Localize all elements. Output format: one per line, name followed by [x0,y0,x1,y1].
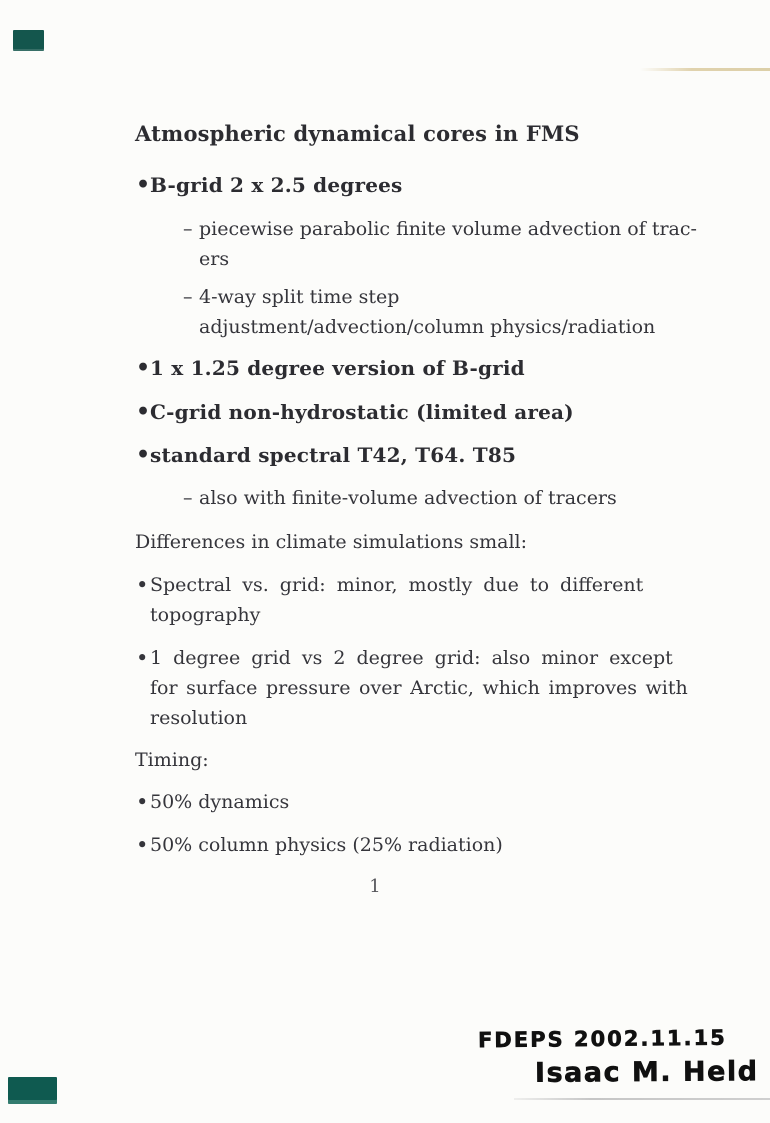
bullet-text-line: Spectral vs. grid: minor, mostly due to different [150,574,644,596]
bullet-icon: • [136,790,149,814]
handwritten-author-name: Isaac M. Held [534,1056,759,1089]
bullet-text: 50% dynamics [150,791,290,813]
dash-icon: – [183,487,193,509]
bullet-text: standard spectral T42, T64. T85 [150,443,517,467]
bullet-icon: • [136,833,149,857]
scan-streak-top-right [640,68,770,71]
slide-content [135,120,697,860]
paragraph-text: Differences in climate simulations small: [135,531,528,553]
paragraph-timing [135,745,667,775]
bullet-icon: • [136,646,149,670]
bullet-text-line: resolution [150,707,248,729]
bullet-icon: • [136,442,151,468]
dash-icon: – [183,286,193,308]
bullet-icon: • [136,172,151,198]
handwritten-event-date: FDEPS 2002.11.15 [478,1025,728,1053]
bullet-item-spectral-vs-grid [135,570,667,630]
bullet-item-bgrid [135,170,667,200]
paragraph-text: Timing: [135,749,209,771]
bullet-icon: • [136,399,151,425]
sub-bullet-text-line: piecewise parabolic finite volume advection of trac- [199,218,697,240]
scan-streak-bottom-right [514,1098,770,1100]
sub-bullet-item-4way [135,282,667,342]
bullet-text-line: topography [150,604,261,626]
bullet-item-1x125 [135,353,667,383]
sub-bullet-text-line: also with finite-volume advection of tracers [199,487,617,509]
bullet-text-line: for surface pressure over Arctic, which improves with [150,677,688,699]
sub-bullet-item-finite-volume [135,483,667,513]
sub-bullet-text-line: ers [199,248,230,270]
bullet-item-dynamics [135,787,667,817]
bullet-text: 1 x 1.25 degree version of B-grid [150,356,525,380]
bullet-item-cgrid [135,397,667,427]
page-number: 1 [369,876,381,897]
sub-bullet-text-line: 4-way split time step [199,286,400,308]
bullet-icon: • [136,355,151,381]
page-title: Atmospheric dynamical cores in FMS [135,121,580,146]
bullet-text: B-grid 2 x 2.5 degrees [150,173,403,197]
bullet-item-1deg-vs-2deg [135,643,688,733]
scan-corner-mark-top-left [13,30,44,51]
bullet-item-column-physics [135,830,667,860]
sub-bullet-item-piecewise [135,214,697,274]
paragraph-differences [135,527,667,557]
scan-corner-mark-bottom-left [8,1077,57,1104]
bullet-text: C-grid non-hydrostatic (limited area) [150,400,574,424]
sub-bullet-text-line: adjustment/advection/column physics/radiation [199,316,656,338]
dash-icon: – [183,218,193,240]
bullet-text-line: 1 degree grid vs 2 degree grid: also minor except [150,647,673,669]
bullet-item-spectral [135,440,667,470]
bullet-text: 50% column physics (25% radiation) [150,834,503,856]
bullet-icon: • [136,573,149,597]
